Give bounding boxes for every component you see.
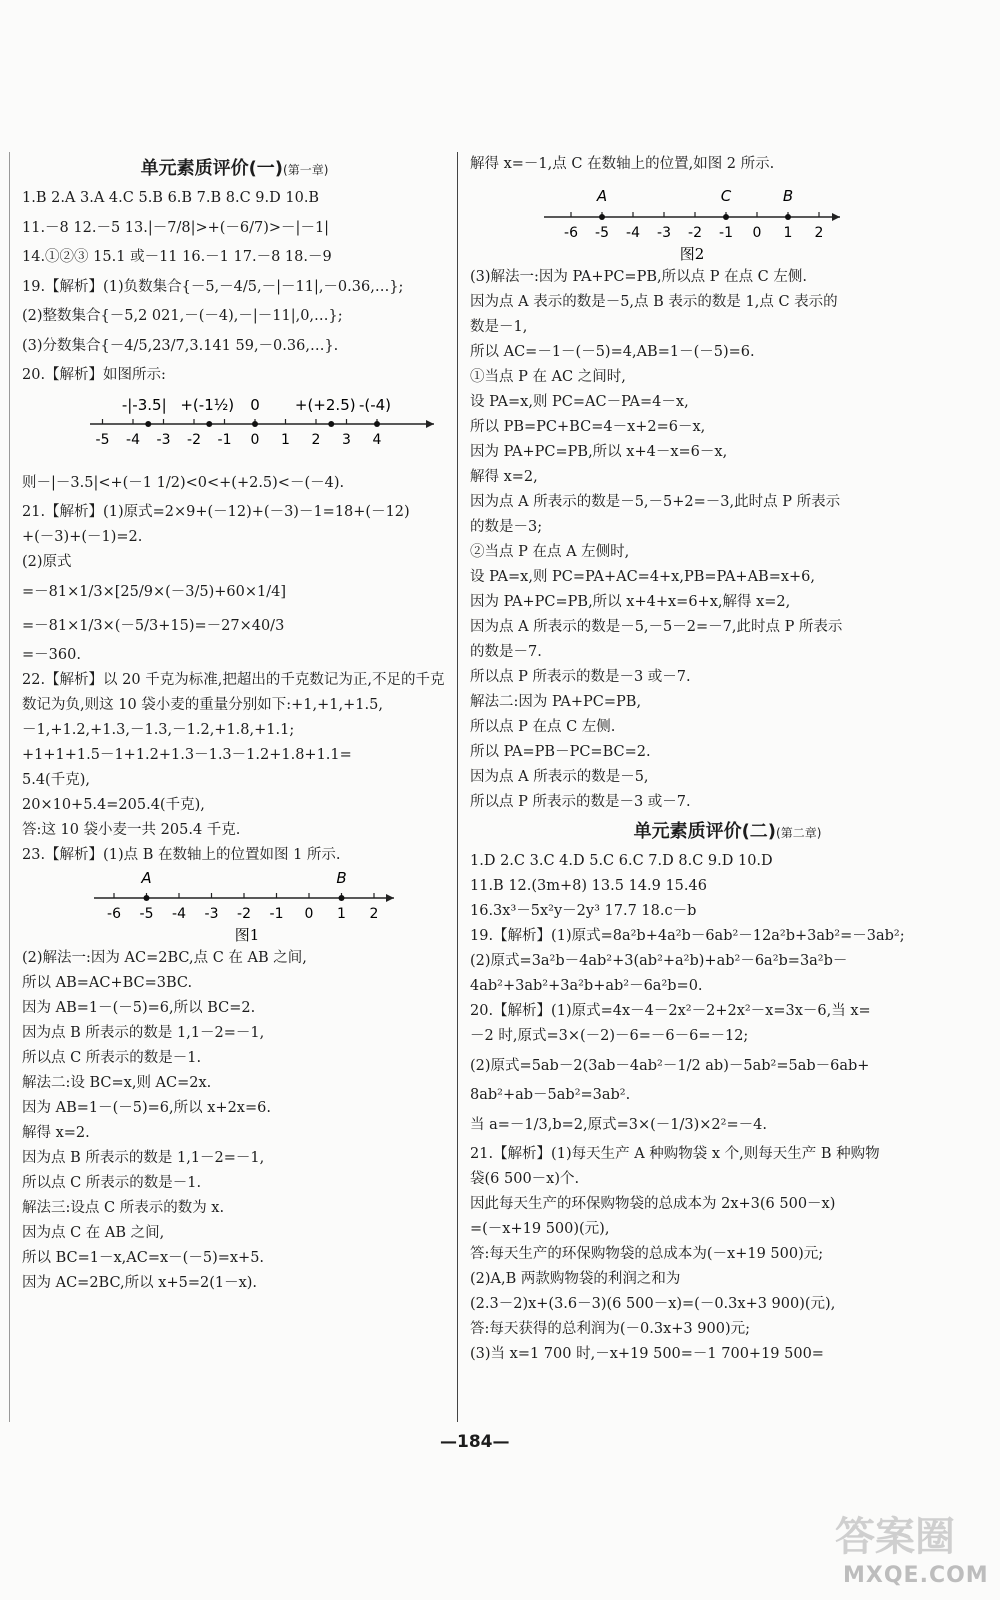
- figure-caption: 图2: [679, 245, 705, 263]
- figure-number-line-1: [22, 868, 447, 946]
- text-line: 因为点 B 所表示的数是 1,1－2=－1,: [22, 1150, 265, 1166]
- text-line: (3)解法一:因为 PA+PC=PB,所以点 P 在点 C 左侧.: [470, 269, 807, 285]
- left-column: [22, 152, 447, 1296]
- tick-label: -4: [126, 432, 140, 448]
- text-line: 解得 x=2,: [470, 469, 538, 485]
- text-line: (2)原式: [22, 554, 72, 570]
- text-line: 当 a=－1/3,b=2,原式=3×(－1/3)×2²=－4.: [470, 1117, 767, 1133]
- point-marker: [252, 421, 258, 427]
- tick-label: -3: [657, 225, 671, 241]
- text-line: 21.【解析】(1)原式=2×9+(－12)+(－3)－1=18+(－12): [22, 504, 410, 520]
- right-column: [470, 152, 985, 1367]
- point-marker: [144, 895, 150, 901]
- section-title-sub: (第二章): [776, 826, 822, 840]
- text-line: +1+1+1.5－1+1.2+1.3－1.3－1.2+1.8+1.1=: [22, 747, 352, 763]
- number-line-q20: [22, 388, 447, 466]
- tick-label: 2: [369, 906, 379, 922]
- text-line: 解法三:设点 C 所表示的数为 x.: [22, 1200, 225, 1216]
- axis-arrow: [386, 894, 394, 902]
- text-line: 设 PA=x,则 PC=PA+AC=4+x,PB=PA+AB=x+6,: [470, 569, 816, 585]
- text-line: 则－|－3.5|<+(－1 1/2)<0<+(+2.5)<－(－4).: [22, 475, 345, 491]
- text-line: (2)解法一:因为 AC=2BC,点 C 在 AB 之间,: [22, 950, 307, 966]
- watermark-logo: [835, 1505, 995, 1595]
- point-label: -|-3.5|: [121, 396, 167, 414]
- text-line: 的数是－3;: [470, 519, 543, 535]
- text-line: 解得 x=2.: [22, 1125, 90, 1141]
- text-line: 20×10+5.4=205.4(千克),: [22, 797, 205, 813]
- text-line: －2 时,原式=3×(－2)－6=－6－6=－12;: [470, 1028, 749, 1044]
- tick-label: 2: [311, 432, 321, 448]
- axis-arrow: [426, 420, 434, 428]
- point-marker: [785, 214, 791, 220]
- section-title-sub: (第一章): [283, 163, 329, 177]
- text-line: 答:每天获得的总利润为(－0.3x+3 900)元;: [470, 1321, 750, 1337]
- text-line: 14.①②③ 15.1 或－11 16.－1 17.－8 18.－9: [22, 249, 332, 265]
- text-line: (2)原式=3a²b－4ab²+3(ab²+a²b)+ab²－6a²b=3a²b－: [470, 953, 848, 969]
- text-line: =－81×1/3×[25/9×(－3/5)+60×1/4]: [22, 584, 286, 600]
- text-line: 所以点 P 所表示的数是－3 或－7.: [470, 794, 691, 810]
- text-line: 解法二:设 BC=x,则 AC=2x.: [22, 1075, 212, 1091]
- text-line: +(－3)+(－1)=2.: [22, 529, 143, 545]
- text-line: 因为 AB=1－(－5)=6,所以 x+2x=6.: [22, 1100, 271, 1116]
- point-marker: [145, 421, 151, 427]
- text-line: 5.4(千克),: [22, 772, 90, 788]
- tick-label: 1: [783, 225, 793, 241]
- text-line: 所以点 C 所表示的数是－1.: [22, 1050, 202, 1066]
- text-line: 20.【解析】如图所示:: [22, 367, 166, 383]
- tick-label: 3: [342, 432, 351, 448]
- number-line-fig2: [470, 177, 985, 265]
- text-line: 1.D 2.C 3.C 4.D 5.C 6.C 7.D 8.C 9.D 10.D: [470, 853, 773, 869]
- text-line: －1,+1.2,+1.3,－1.3,－1.2,+1.8,+1.1;: [22, 722, 295, 738]
- text-line: 22.【解析】以 20 千克为标准,把超出的千克数记为正,不足的千克: [22, 672, 445, 688]
- point-marker: [339, 895, 345, 901]
- tick-label: 1: [337, 906, 346, 922]
- text-line: 的数是－7.: [470, 644, 542, 660]
- point-label: A: [596, 187, 608, 205]
- tick-label: 0: [250, 432, 260, 448]
- text-line: 所以 PA=PB－PC=BC=2.: [470, 744, 651, 760]
- tick-label: -5: [595, 225, 609, 241]
- figure-number-line-2: [470, 177, 985, 265]
- point-label: C: [720, 187, 732, 205]
- text-line: 所以点 P 所表示的数是－3 或－7.: [470, 669, 691, 685]
- point-marker: [723, 214, 729, 220]
- text-line: 答:每天生产的环保购物袋的总成本为(－x+19 500)元;: [470, 1246, 824, 1262]
- text-line: 因为点 A 所表示的数是－5,: [470, 769, 649, 785]
- watermark-site: MXQE.COM: [843, 1563, 989, 1588]
- tick-label: -1: [269, 906, 284, 922]
- text-line: 因为 PA+PC=PB,所以 x+4+x=6+x,解得 x=2,: [470, 594, 791, 610]
- point-marker: [206, 421, 212, 427]
- tick-label: -6: [107, 906, 121, 922]
- text-line: 所以 PB=PC+BC=4－x+2=6－x,: [470, 419, 706, 435]
- text-line: 1.B 2.A 3.A 4.C 5.B 6.B 7.B 8.C 9.D 10.B: [22, 190, 320, 206]
- tick-label: -3: [204, 906, 219, 922]
- text-line: (3)当 x=1 700 时,－x+19 500=－1 700+19 500=: [470, 1346, 824, 1362]
- text-line: =(－x+19 500)(元),: [470, 1221, 610, 1237]
- text-line: 11.－8 12.－5 13.|－7/8|>+(－6/7)>－|－1|: [22, 220, 330, 236]
- text-line: 16.3x³－5x²y－2y³ 17.7 18.c－b: [470, 903, 697, 919]
- text-line: 设 PA=x,则 PC=AC－PA=4－x,: [470, 394, 689, 410]
- text-line: 因为点 A 表示的数是－5,点 B 表示的数是 1,点 C 表示的: [470, 294, 838, 310]
- text-line: 20.【解析】(1)原式=4x－4－2x²－2+2x²－x=3x－6,当 x=: [470, 1003, 871, 1019]
- text-line: 所以 BC=1－x,AC=x－(－5)=x+5.: [22, 1250, 265, 1266]
- text-line: =－360.: [22, 647, 81, 663]
- point-marker: [328, 421, 334, 427]
- axis-arrow: [832, 213, 840, 221]
- text-line: 所以 AB=AC+BC=3BC.: [22, 975, 193, 991]
- page-number: —184—: [440, 1432, 510, 1452]
- point-label: +(+2.5): [294, 396, 356, 414]
- point-label: 0: [250, 396, 260, 414]
- tick-label: -1: [217, 432, 232, 448]
- text-line: 4ab²+3ab²+3a²b+ab²－6a²b=0.: [470, 978, 703, 994]
- tick-label: -2: [237, 906, 251, 922]
- figure-number-line-q20: [22, 388, 447, 466]
- text-line: (2)原式=5ab－2(3ab－4ab²－1/2 ab)－5ab²=5ab－6ab+: [470, 1058, 870, 1074]
- point-label: +(-1½): [180, 396, 235, 414]
- text-line: 23.【解析】(1)点 B 在数轴上的位置如图 1 所示.: [22, 847, 341, 863]
- text-line: 21.【解析】(1)每天生产 A 种购物袋 x 个,则每天生产 B 种购物: [470, 1146, 880, 1162]
- section-title-text: 单元素质评价(一): [140, 158, 284, 179]
- number-line-fig1: [22, 868, 447, 946]
- text-line: 所以点 P 在点 C 左侧.: [470, 719, 616, 735]
- tick-label: -3: [156, 432, 171, 448]
- tick-label: -2: [187, 432, 201, 448]
- text-line: 数记为负,则这 10 袋小麦的重量分别如下:+1,+1,+1.5,: [22, 697, 383, 713]
- text-line: 19.【解析】(1)原式=8a²b+4a²b－6ab²－12a²b+3ab²=－3ab²;: [470, 928, 905, 944]
- text-line: 数是－1,: [470, 319, 528, 335]
- point-label: -(-4): [358, 396, 392, 414]
- text-line: 解法二:因为 PA+PC=PB,: [470, 694, 642, 710]
- tick-label: 1: [281, 432, 290, 448]
- tick-label: -1: [719, 225, 733, 241]
- tick-label: -4: [172, 906, 186, 922]
- tick-label: 2: [814, 225, 824, 241]
- text-line: 因此每天生产的环保购物袋的总成本为 2x+3(6 500－x): [470, 1196, 836, 1212]
- text-line: (3)分数集合{－4/5,23/7,3.141 59,－0.36,…}.: [22, 338, 339, 354]
- point-marker: [374, 421, 380, 427]
- text-line: ①当点 P 在 AC 之间时,: [470, 369, 626, 385]
- tick-label: -4: [626, 225, 640, 241]
- text-line: 因为 AB=1－(－5)=6,所以 BC=2.: [22, 1000, 256, 1016]
- tick-label: -2: [688, 225, 702, 241]
- text-line: 因为点 A 所表示的数是－5,－5+2=－3,此时点 P 所表示: [470, 494, 841, 510]
- text-line: 19.【解析】(1)负数集合{－5,－4/5,－|－11|,－0.36,…};: [22, 279, 404, 295]
- point-label: B: [782, 187, 794, 205]
- text-line: 因为点 A 所表示的数是－5,－5－2=－7,此时点 P 所表示: [470, 619, 843, 635]
- section-title-text: 单元素质评价(二): [633, 821, 777, 842]
- text-line: 11.B 12.(3m+8) 13.5 14.9 15.46: [470, 878, 707, 894]
- watermark-chars: 答案圈: [835, 1514, 955, 1560]
- point-label: B: [336, 869, 347, 887]
- figure-caption: 图1: [234, 926, 260, 944]
- tick-label: -6: [564, 225, 578, 241]
- point-marker: [599, 214, 605, 220]
- tick-label: -5: [139, 906, 154, 922]
- text-line: =－81×1/3×(－5/3+15)=－27×40/3: [22, 618, 285, 634]
- text-line: ②当点 P 在点 A 左侧时,: [470, 544, 630, 560]
- text-line: 因为 PA+PC=PB,所以 x+4－x=6－x,: [470, 444, 728, 460]
- tick-label: -5: [95, 432, 110, 448]
- text-line: (2)A,B 两款购物袋的利润之和为: [470, 1271, 681, 1287]
- tick-label: 0: [752, 225, 762, 241]
- tick-label: 0: [304, 906, 314, 922]
- section-title-unit-2: [470, 815, 985, 849]
- text-line: 8ab²+ab－5ab²=3ab².: [470, 1087, 631, 1103]
- tick-label: 4: [372, 432, 382, 448]
- section-title-unit-1: [22, 152, 447, 186]
- left-margin-rule: [9, 152, 10, 1422]
- text-line: 因为 AC=2BC,所以 x+5=2(1－x).: [22, 1275, 258, 1291]
- text-line: 解得 x=－1,点 C 在数轴上的位置,如图 2 所示.: [470, 156, 775, 172]
- text-line: (2)整数集合{－5,2 021,－(－4),－|－11|,0,…};: [22, 308, 343, 324]
- point-label: A: [141, 869, 152, 887]
- text-line: 袋(6 500－x)个.: [470, 1171, 580, 1187]
- text-line: 因为点 C 在 AB 之间,: [22, 1225, 165, 1241]
- column-divider: [457, 152, 458, 1422]
- text-line: 因为点 B 所表示的数是 1,1－2=－1,: [22, 1025, 265, 1041]
- text-line: 答:这 10 袋小麦一共 205.4 千克.: [22, 822, 241, 838]
- text-line: 所以点 C 所表示的数是－1.: [22, 1175, 202, 1191]
- text-line: (2.3－2)x+(3.6－3)(6 500－x)=(－0.3x+3 900)(元),: [470, 1296, 836, 1312]
- text-line: 所以 AC=－1－(－5)=4,AB=1－(－5)=6.: [470, 344, 755, 360]
